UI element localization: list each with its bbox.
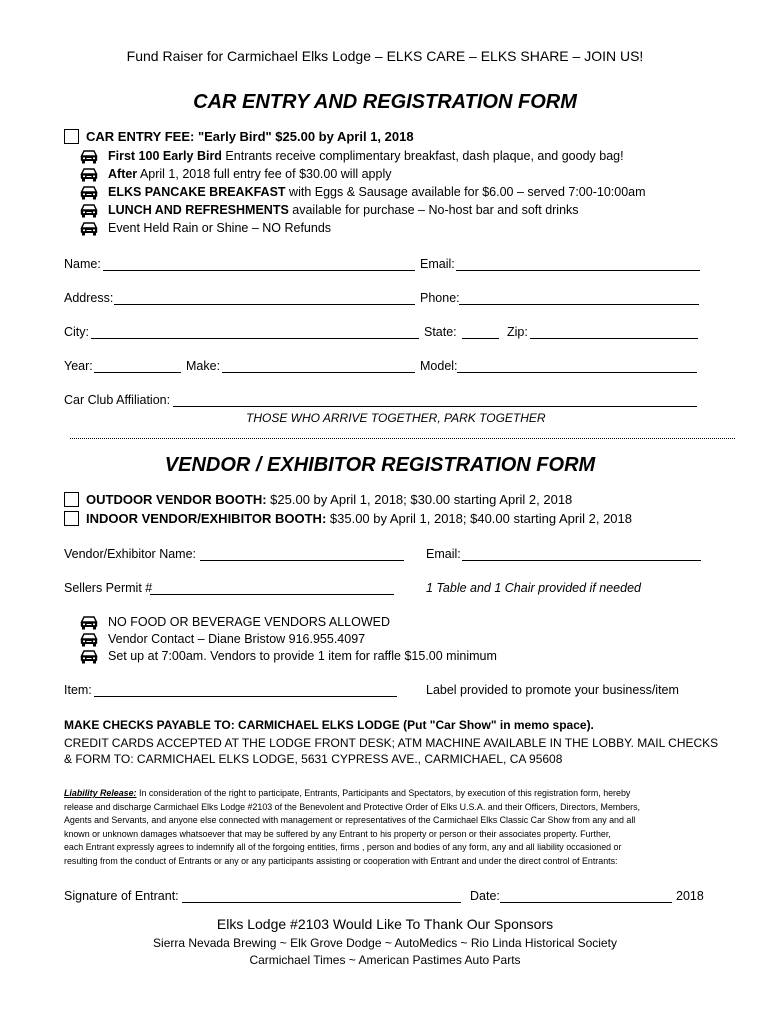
sellers-permit-label: Sellers Permit # xyxy=(64,581,153,595)
bullet-text: NO FOOD OR BEVERAGE VENDORS ALLOWED xyxy=(108,615,391,629)
car-bullet-icon xyxy=(80,150,98,164)
liability-release xyxy=(64,787,640,868)
car-form-title: CAR ENTRY AND REGISTRATION FORM xyxy=(193,91,577,113)
car-club-label: Car Club Affiliation: xyxy=(64,393,171,407)
sponsors-line2: Carmichael Times ~ American Pastimes Auto Parts xyxy=(249,953,521,967)
city-label: City: xyxy=(64,325,89,339)
vendor-name-label: Vendor/Exhibitor Name: xyxy=(64,547,197,561)
email-field[interactable] xyxy=(456,270,700,271)
name-field[interactable] xyxy=(103,270,415,271)
date-label: Date: xyxy=(470,889,500,903)
bullet-text: Vendor Contact – Diane Bristow 916.955.4097 xyxy=(108,632,366,646)
vendor-email-label: Email: xyxy=(426,547,461,561)
outdoor-booth-option xyxy=(86,492,572,507)
phone-field[interactable] xyxy=(459,304,699,305)
checks-payable-text: MAKE CHECKS PAYABLE TO: CARMICHAEL ELKS LODGE (Put "Car Show" in memo space). xyxy=(64,718,594,732)
item-label: Item: xyxy=(64,683,92,697)
signature-label: Signature of Entrant: xyxy=(64,889,179,903)
bullet-text: April 1, 2018 full entry fee of $30.00 will apply xyxy=(137,167,392,181)
payment-info-line2: & FORM TO: CARMICHAEL ELKS LODGE, 5631 CYPRESS AVE., CARMICHAEL, CA 95608 xyxy=(64,752,563,766)
fundraiser-banner: Fund Raiser for Carmichael Elks Lodge – ELKS CARE – ELKS SHARE – JOIN US! xyxy=(126,48,644,64)
liability-line: In consideration of the right to participate, Entrants, Participants and Spectators, by execution of this registration form, hereby xyxy=(136,788,631,798)
bullet-text: Entrants receive complimentary breakfast, dash plaque, and goody bag! xyxy=(221,149,624,163)
zip-field[interactable] xyxy=(530,338,698,339)
liability-label: Liability Release: xyxy=(64,788,137,798)
signature-field[interactable] xyxy=(182,902,461,903)
state-field[interactable] xyxy=(462,338,499,339)
state-label: State: xyxy=(424,325,457,339)
vendor-name-field[interactable] xyxy=(200,560,404,561)
bullet-bold: First 100 Early Bird xyxy=(108,149,222,163)
model-field[interactable] xyxy=(457,372,697,373)
bullet-text: Event Held Rain or Shine – NO Refunds xyxy=(108,221,332,235)
date-field[interactable] xyxy=(500,902,672,903)
bullet-text: Set up at 7:00am. Vendors to provide 1 item for raffle $15.00 minimum xyxy=(108,649,497,663)
label-note: Label provided to promote your business/item xyxy=(426,683,679,697)
model-label: Model: xyxy=(420,359,458,373)
item-field[interactable] xyxy=(94,696,397,697)
car-entry-checkbox[interactable] xyxy=(64,129,79,144)
date-year: 2018 xyxy=(676,889,704,903)
vendor-form-title: VENDOR / EXHIBITOR REGISTRATION FORM xyxy=(164,454,596,476)
table-chair-note: 1 Table and 1 Chair provided if needed xyxy=(426,581,641,595)
phone-label: Phone: xyxy=(420,291,460,305)
cut-line-divider xyxy=(70,438,735,439)
sponsors-line1: Sierra Nevada Brewing ~ Elk Grove Dodge ~ AutoMedics ~ Rio Linda Historical Society xyxy=(153,936,617,950)
name-label: Name: xyxy=(64,257,101,271)
car-bullet-icon xyxy=(80,633,98,647)
indoor-booth-checkbox[interactable] xyxy=(64,511,79,526)
bullet-text: available for purchase – No-host bar and soft drinks xyxy=(288,203,579,217)
bullet-bold: After xyxy=(108,167,138,181)
car-bullet-icon xyxy=(80,186,98,200)
car-bullet-icon xyxy=(80,616,98,630)
indoor-booth-option xyxy=(86,511,632,526)
liability-line: Agents and Servants, and anyone else connected with management or representatives of the Carmichael Elks Classic Car Show from any and all xyxy=(64,815,636,825)
car-entry-fee: CAR ENTRY FEE: "Early Bird" $25.00 by April 1, 2018 xyxy=(86,129,414,144)
address-label: Address: xyxy=(64,291,114,305)
email-label: Email: xyxy=(420,257,455,271)
outdoor-booth-price: $25.00 by April 1, 2018; $30.00 starting April 2, 2018 xyxy=(266,492,573,507)
park-together-note: THOSE WHO ARRIVE TOGETHER, PARK TOGETHER xyxy=(246,411,546,425)
year-label: Year: xyxy=(64,359,93,373)
payment-info-line1: CREDIT CARDS ACCEPTED AT THE LODGE FRONT DESK; ATM MACHINE AVAILABLE IN THE LOBBY. MAIL CHECKS xyxy=(64,736,719,750)
liability-line: known or unknown damages whatsoever that may be suffered by any Entrant to his property or person or their associates property. Further, xyxy=(64,828,611,839)
car-bullet-icon xyxy=(80,222,98,236)
vendor-email-field[interactable] xyxy=(462,560,701,561)
liability-line: each Entrant expressly agrees to indemnify all of the forgoing entities, firms , person and bodies of any form, any and all liability occasioned or xyxy=(64,842,622,852)
car-bullet-icon xyxy=(80,650,98,664)
liability-line: resulting from the conduct of Entrants or any or any participants assisting or cooperation with Entrant and under the direct control of Entrants: xyxy=(64,855,618,866)
zip-label: Zip: xyxy=(507,325,528,339)
bullet-bold: LUNCH AND REFRESHMENTS xyxy=(108,203,289,217)
year-field[interactable] xyxy=(94,372,181,373)
sellers-permit-field[interactable] xyxy=(150,594,394,595)
make-label: Make: xyxy=(186,359,221,373)
outdoor-booth-checkbox[interactable] xyxy=(64,492,79,507)
bullet-bold: ELKS PANCAKE BREAKFAST xyxy=(108,185,286,199)
liability-line: release and discharge Carmichael Elks Lodge #2103 of the Benevolent and Protective Order of Elks U.S.A. and their Officers, Directors, Members, xyxy=(64,801,641,812)
indoor-booth-price: $35.00 by April 1, 2018; $40.00 starting April 2, 2018 xyxy=(326,511,632,526)
sponsors-title: Elks Lodge #2103 Would Like To Thank Our Sponsors xyxy=(216,916,554,932)
outdoor-booth-label: OUTDOOR VENDOR BOOTH: xyxy=(86,492,267,507)
city-field[interactable] xyxy=(91,338,419,339)
make-field[interactable] xyxy=(222,372,415,373)
address-field[interactable] xyxy=(114,304,415,305)
bullet-text: with Eggs & Sausage available for $6.00 – served 7:00-10:00am xyxy=(285,185,646,199)
car-club-field[interactable] xyxy=(173,406,697,407)
car-bullet-icon xyxy=(80,204,98,218)
car-bullet-icon xyxy=(80,168,98,182)
indoor-booth-label: INDOOR VENDOR/EXHIBITOR BOOTH: xyxy=(86,511,327,526)
